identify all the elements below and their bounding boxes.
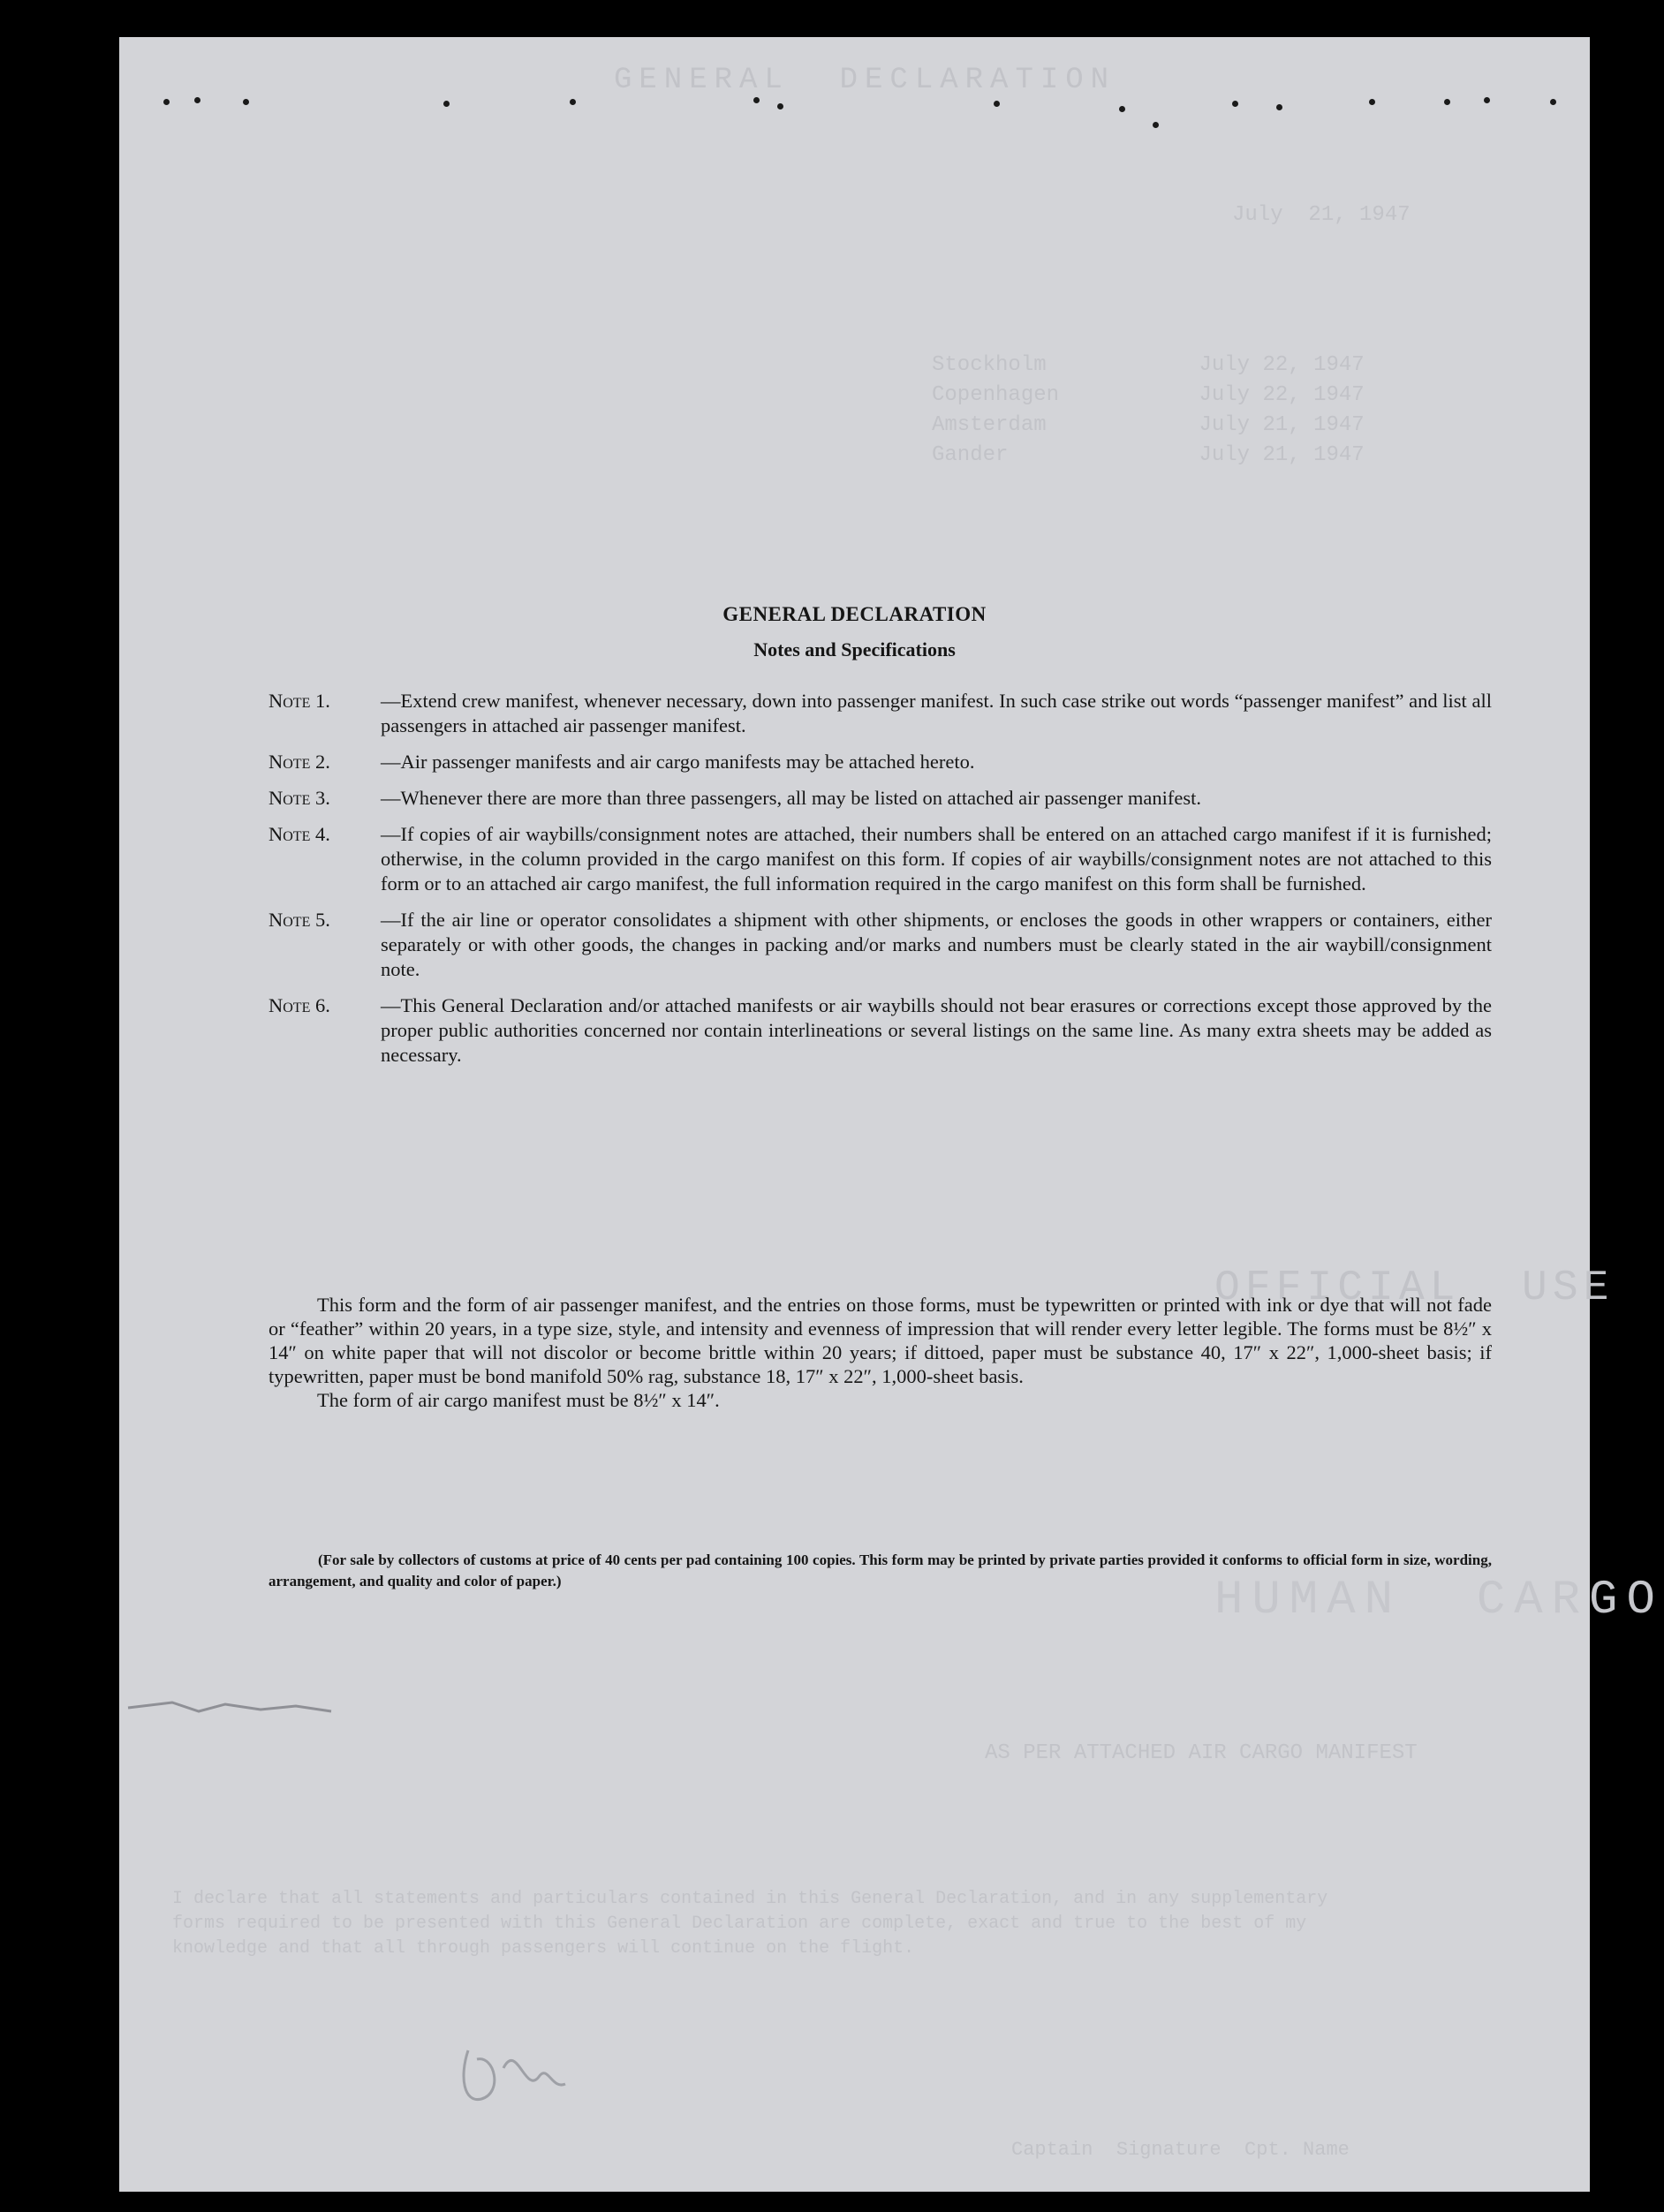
page-title: GENERAL DECLARATION <box>722 603 987 625</box>
note-text: —This General Declaration and/or attached manifests or air waybills should not bear erasures or corrections except those approved by the proper public authorities concerned nor contain interlineations or several listings on the same line. As many extra sheets may be added as necessary. <box>381 994 1492 1066</box>
note-label: Note 3. <box>269 787 330 809</box>
speck <box>1153 122 1159 128</box>
notes-list <box>269 689 1492 1079</box>
speck <box>443 101 450 107</box>
bleed-through-itinerary: Stockholm July 22, 1947 Copenhagen July 22, 1947 Amsterdam July 21, 1947 Gander July 21, 1947 <box>932 353 1365 467</box>
speck <box>1276 104 1282 110</box>
torn-edge-mark-icon <box>119 1690 349 1725</box>
bleed-through-stamp: OFFICIAL USE <box>1214 1265 1615 1312</box>
sale-notice: (For sale by collectors of customs at price of 40 cents per pad containing 100 copies. This form may be printed by private parties provided it conforms to official form in size, wording, arrangement, and quality and color of paper.) <box>269 1551 1492 1589</box>
note-3 <box>269 786 1492 811</box>
speck <box>1119 106 1125 112</box>
speck <box>163 99 170 105</box>
speck <box>570 99 576 105</box>
bleed-through-header: GENERAL DECLARATION <box>614 64 1116 97</box>
document-page <box>119 37 1664 2192</box>
note-label: Note 6. <box>269 994 330 1016</box>
note-1 <box>269 689 1492 738</box>
sale-notice-section <box>269 1550 1492 1592</box>
note-5 <box>269 908 1492 982</box>
note-label: Note 5. <box>269 909 330 931</box>
speck <box>1369 99 1375 105</box>
note-2 <box>269 750 1492 774</box>
speck <box>1484 97 1490 103</box>
speck <box>777 103 783 109</box>
note-label: Note 1. <box>269 690 330 712</box>
note-text: —Air passenger manifests and air cargo manifests may be attached hereto. <box>381 751 975 773</box>
bleed-through-signature-line: Captain Signature Cpt. Name <box>1011 2139 1350 2161</box>
note-label: Note 2. <box>269 751 330 773</box>
bleed-through-header-line: July 21, 1947 <box>1232 203 1411 227</box>
note-6 <box>269 993 1492 1068</box>
speck <box>194 97 200 103</box>
speck <box>994 101 1000 107</box>
note-text: —If the air line or operator consolidates a shipment with other shipments, or encloses the goods in other wrappers or containers, either separately or with other goods, the changes in packing and/or marks and numbers must be clearly stated in the air waybill/consignment note. <box>381 909 1492 980</box>
bleed-through-certificate: I declare that all statements and particulars contained in this General Declaration, and in any supplementary forms required to be presented with this General Declaration are complete, exact and true to the best of my knowledge and that all through passengers will continue on the flight. <box>172 1889 1328 1959</box>
speck <box>243 99 249 105</box>
speck <box>1232 101 1238 107</box>
note-text: —If copies of air waybills/consignment notes are attached, their numbers shall be entered on an attached cargo manifest if it is furnished; otherwise, in the column provided in the cargo manifest on this form. If copies of air waybills/consignment notes are not attached to this form or to an attached air cargo manifest, the full information required in the cargo manifest on this form shall be furnished. <box>381 823 1492 895</box>
speck <box>753 97 760 103</box>
note-label: Note 4. <box>269 823 330 845</box>
speck <box>1550 99 1556 105</box>
cargo-size-line: The form of air cargo manifest must be 8½″ x 14″. <box>317 1389 720 1411</box>
bleed-through-footer: AS PER ATTACHED AIR CARGO MANIFEST <box>985 1741 1418 1765</box>
specification-paragraph: This form and the form of air passenger manifest, and the entries on those forms, must be typewritten or printed with ink or dye that will not fade or “feather” within 20 years, in a type size, style, and intensity and evenness of impression that will render every letter legible. The forms must be 8½″ x 14″ on white paper that will not discolor or become brittle within 20 years; if dittoed, paper must be substance 40, 17″ x 22″, 1,000-sheet basis; if typewritten, paper must be bond manifold 50% rag, substance 18, 17″ x 22″, 1,000-sheet basis. <box>269 1294 1492 1387</box>
note-text: —Extend crew manifest, whenever necessary, down into passenger manifest. In such case strike out words “passenger manifest” and list all passengers in attached air passenger manifest. <box>381 690 1492 736</box>
speck <box>1444 99 1450 105</box>
bleed-through-stamp-lower: HUMAN CARGO <box>1214 1574 1664 1627</box>
page-subtitle: Notes and Specifications <box>753 638 956 661</box>
handwritten-mark-icon <box>442 2015 574 2121</box>
note-4 <box>269 822 1492 896</box>
specification-section <box>269 1293 1492 1412</box>
note-text: —Whenever there are more than three passengers, all may be listed on attached air passenger manifest. <box>381 787 1201 809</box>
